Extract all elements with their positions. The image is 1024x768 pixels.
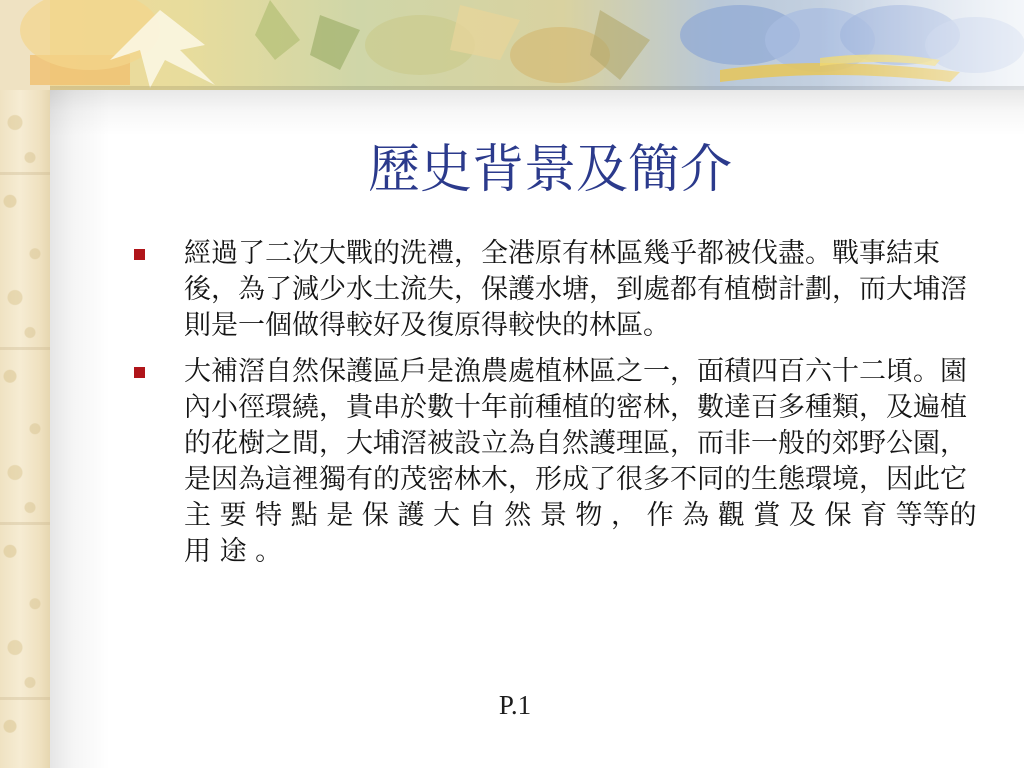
bullet-item (130, 236, 992, 344)
slide-title: 歷史背景及簡介 (367, 140, 732, 200)
bullet-square-icon (134, 249, 145, 260)
bullet-text: 經過了二次大戰的洗禮，全港原有林區幾乎都被伐盡。戰事結束後，為了減少水土流失，保護水塘，到處都有植樹計劃，而大埔滘則是一個做得較好及復原得較快的林區。 (184, 238, 967, 341)
bullet-list (130, 236, 992, 580)
bullet-square-icon (134, 367, 145, 378)
page-number: P.1 (498, 690, 532, 720)
leaf-banner-image (0, 0, 1024, 90)
bullet-item (130, 354, 992, 570)
banner-shadow (50, 86, 1024, 136)
bullet-text: 大補滘自然保護區戶是漁農處植林區之一，面積四百六十二頃。園內小徑環繞，貴串於數十年前種植的密林，數達百多種類，及遍植的花樹之間，大埔滘被設立為自然護理區，而非一般的郊野公園，是因為這裡獨有的茂密林木，形成了很多不同的生態環境，因此它主 要 特 點 是 保 護 大 自 然 景 物 ， 作 為 觀 賞 及 保 育 等等的用 途 。 (184, 356, 977, 567)
parchment-strip (0, 0, 50, 768)
